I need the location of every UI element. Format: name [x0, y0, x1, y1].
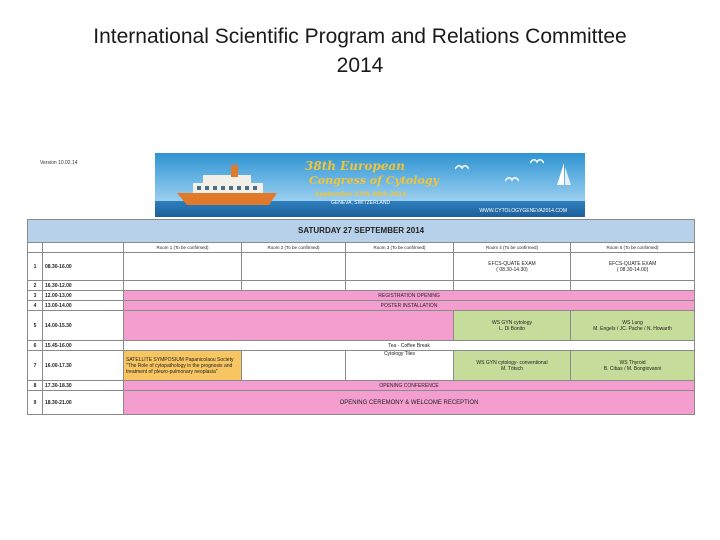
slide-title-line1: International Scientific Program and Relations Committee	[93, 25, 627, 48]
room-header: Room 1 (To be confirmed)	[124, 243, 242, 253]
banner-city: GENEVA, SWITZERLAND	[331, 200, 391, 206]
cell-line: SATELLITE SYMPOSIUM Papanicolaou Society	[126, 356, 234, 363]
cell-line: EFCS-QUATE EXAM	[488, 260, 536, 267]
plenary-cell: REGISTRATION OPENING	[124, 291, 695, 301]
schedule-cell: Cytology Tiles	[346, 351, 454, 381]
workshop-cell	[454, 311, 571, 341]
row-number: 7	[28, 351, 43, 381]
break-cell: Tea - Coffee Break	[124, 341, 695, 351]
row-number: 3	[28, 291, 43, 301]
row-time: 15.45-16.00	[43, 341, 124, 351]
banner-title-line2: Congress of Cytology	[309, 174, 439, 187]
satellite-cell	[124, 351, 242, 381]
table-row	[28, 291, 695, 301]
room-header: Room 2 (To be confirmed)	[242, 243, 346, 253]
congress-banner	[155, 153, 585, 217]
schedule-cell	[571, 253, 695, 281]
row-number: 4	[28, 301, 43, 311]
row-number: 2	[28, 281, 43, 291]
row-time: 17.30-18.30	[43, 381, 124, 391]
cell-line: treatment of pleuro-pulmonary neoplasia"	[126, 368, 218, 375]
table-row	[28, 381, 695, 391]
row-number: 6	[28, 341, 43, 351]
empty-header-cell	[28, 243, 43, 253]
row-time: 14.00-15.30	[43, 311, 124, 341]
table-row	[28, 341, 695, 351]
cell-line: WS GYN cytology- conventional	[476, 359, 548, 366]
version-label: Version 10.02.14	[40, 160, 78, 166]
day-title: SATURDAY 27 SEPTEMBER 2014	[28, 220, 695, 243]
schedule-cell	[124, 281, 242, 291]
plenary-cell: OPENING CONFERENCE	[124, 381, 695, 391]
workshop-cell	[454, 351, 571, 381]
row-number: 5	[28, 311, 43, 341]
cell-line: "The Role of cytopathology in the prognosis and	[126, 362, 233, 369]
schedule-cell	[454, 253, 571, 281]
schedule-cell	[571, 281, 695, 291]
room-header: Room 3 (To be confirmed)	[346, 243, 454, 253]
row-time: 13.00-14.00	[43, 301, 124, 311]
schedule-cell	[242, 281, 346, 291]
cell-line: WS GYN cytology	[491, 319, 532, 326]
cell-line: WS Lung	[622, 319, 643, 326]
schedule-cell	[346, 253, 454, 281]
banner-url: WWW.CYTOLOGYGENEVA2014.COM	[479, 208, 567, 214]
table-row	[28, 281, 695, 291]
cell-line: B. Cibas / M. Bongiovanni	[603, 365, 662, 372]
steamboat-icon	[173, 161, 283, 211]
plenary-cell: OPENING CEREMONY & WELCOME RECEPTION	[124, 391, 695, 415]
schedule-cell	[124, 253, 242, 281]
table-row	[28, 311, 695, 341]
seagull-icon	[455, 163, 469, 171]
plenary-cell: POSTER INSTALLATION	[124, 301, 695, 311]
seagull-icon	[505, 175, 519, 183]
row-number: 1	[28, 253, 43, 281]
row-time: 12.00-13.00	[43, 291, 124, 301]
empty-header-cell	[43, 243, 124, 253]
cell-line: ( 08.30-14.00)	[616, 266, 649, 273]
slide-title	[0, 22, 720, 80]
row-time: 16.30-12.00	[43, 281, 124, 291]
table-row	[28, 351, 695, 381]
slide-title-line2: 2014	[336, 54, 384, 77]
banner-title-line1: 38th European	[305, 159, 405, 173]
banner-dates: September 27th 30th 2014	[315, 191, 407, 198]
cell-line: M. Engels / JC. Pache / N. Howarth	[593, 325, 672, 332]
cell-line: ( 08.30-14.30)	[496, 266, 528, 273]
schedule-cell	[346, 281, 454, 291]
table-row	[28, 301, 695, 311]
row-number: 8	[28, 381, 43, 391]
workshop-cell	[571, 351, 695, 381]
room-header: Room 5 (To be confirmed)	[571, 243, 695, 253]
table-row	[28, 391, 695, 415]
row-number: 9	[28, 391, 43, 415]
cell-line: M. Tötsch	[501, 365, 523, 372]
room-header-row	[28, 243, 695, 253]
row-time: 18.30-21.00	[43, 391, 124, 415]
cell-line: EFCS-QUATE EXAM	[608, 260, 657, 267]
plenary-cell	[124, 311, 454, 341]
table-row	[28, 253, 695, 281]
sailboat-icon	[555, 161, 573, 189]
day-header-row	[28, 220, 695, 243]
workshop-cell	[571, 311, 695, 341]
seagull-icon	[530, 157, 544, 165]
cell-line: L. Di Bonito	[499, 325, 525, 332]
schedule-table	[27, 219, 695, 415]
schedule-cell	[242, 253, 346, 281]
cell-line: WS Thyroid	[619, 359, 646, 366]
room-header: Room 4 (To be confirmed)	[454, 243, 571, 253]
schedule-cell	[454, 281, 571, 291]
schedule-cell	[242, 351, 346, 381]
row-time: 16.00-17.30	[43, 351, 124, 381]
row-time: 08.30-16.00	[43, 253, 124, 281]
